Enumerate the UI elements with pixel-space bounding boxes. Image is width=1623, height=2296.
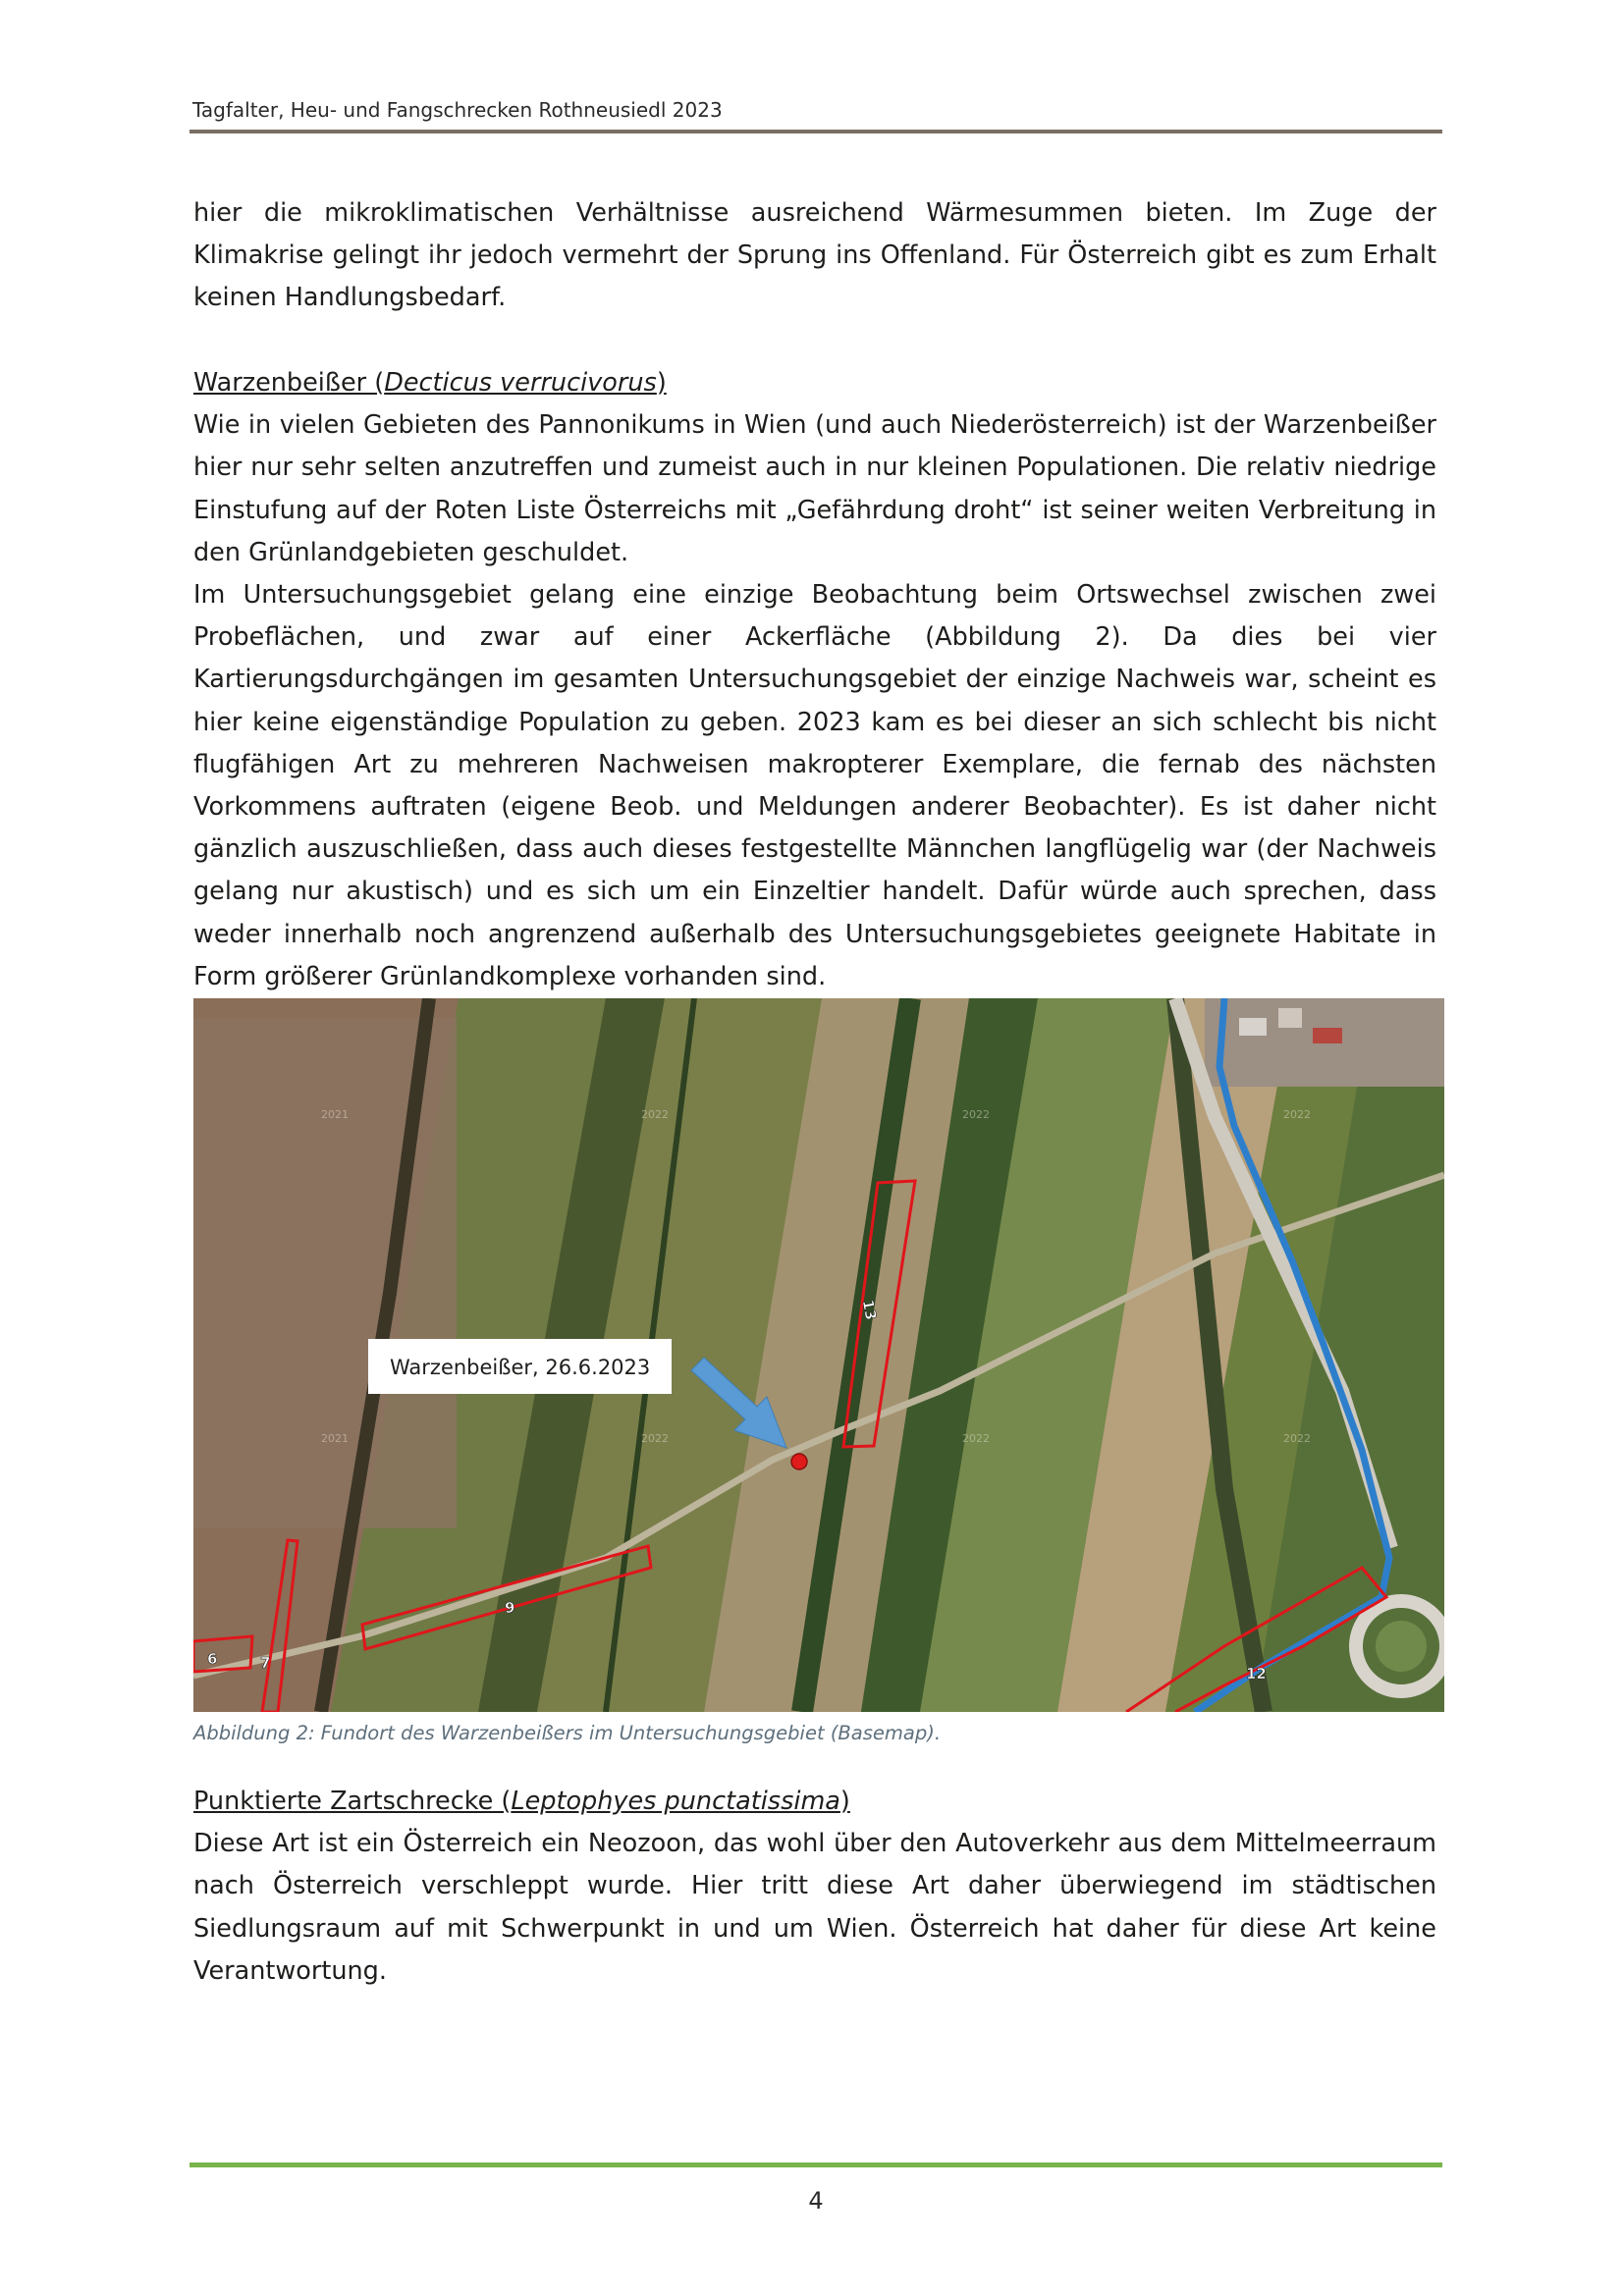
warzenbeisser-section — [193, 362, 1436, 998]
watermark-year: 2021 — [321, 1108, 349, 1121]
warzenbeisser-paragraph-1: Wie in vielen Gebieten des Pannonikums in Wien (und auch Niederösterreich) ist der Warzenbeißer hier nur sehr selten anzutreffen und zumeist auch in nur kleinen Populationen. Die relativ niedrige Einstufung auf der Roten Liste Österreichs mit „Gefährdung droht“ ist seiner weiten Verbreitung in den Grünlandgebieten geschuldet. — [193, 410, 1436, 567]
building — [1278, 1008, 1302, 1028]
zartschrecke-paragraph: Diese Art ist ein Österreich ein Neozoon, das wohl über den Autoverkehr aus dem Mittelmeerraum nach Österreich verschleppt wurde. Hier tritt diese Art daher überwiegend im städtischen Siedlungsraum auf mit Schwerpunkt in und um Wien. Österreich hat daher für diese Art keine Verantwortung. — [193, 1829, 1436, 1986]
plot-label-13: 13 — [858, 1298, 881, 1322]
building — [1239, 1018, 1267, 1036]
building — [1313, 1028, 1342, 1043]
watermark-year: 2022 — [962, 1108, 990, 1121]
callout-label: Warzenbeißer, 26.6.2023 — [390, 1356, 651, 1379]
zartschrecke-section — [193, 1781, 1436, 1993]
intro-paragraph: hier die mikroklimatischen Verhältnisse ausreichend Wärmesummen bieten. Im Zuge der Klimakrise gelingt ihr jedoch vermehrt der Sprung ins Offenland. Für Österreich gibt es zum Erhalt keinen Handlungsbedarf. — [193, 198, 1436, 313]
warzenbeisser-latin: Decticus verrucivorus — [384, 368, 657, 398]
footer-rule — [189, 2163, 1442, 2167]
watermark-year: 2022 — [1283, 1108, 1311, 1121]
plot-label-7: 7 — [260, 1654, 271, 1672]
roundabout-center — [1376, 1621, 1427, 1672]
warzenbeisser-paren: ) — [656, 368, 667, 398]
zartschrecke-name: Punktierte Zartschrecke ( — [193, 1787, 512, 1816]
watermark-year: 2022 — [641, 1108, 669, 1121]
find-location-marker — [791, 1454, 807, 1469]
watermark-year: 2022 — [641, 1432, 669, 1445]
plot-label-12: 12 — [1246, 1665, 1267, 1682]
warzenbeisser-name: Warzenbeißer ( — [193, 368, 385, 398]
aerial-map-figure — [193, 998, 1444, 1712]
zartschrecke-heading — [193, 1781, 1436, 1823]
page-number: 4 — [808, 2187, 824, 2215]
watermark-year: 2022 — [962, 1432, 990, 1445]
zartschrecke-latin: Leptophyes punctatissima — [511, 1787, 840, 1816]
zartschrecke-paren: ) — [839, 1787, 850, 1816]
figure-caption: Abbildung 2: Fundort des Warzenbeißers im Untersuchungsgebiet (Basemap). — [193, 1722, 942, 1744]
watermark-year: 2021 — [321, 1432, 349, 1445]
aerial-map — [193, 998, 1444, 1712]
warzenbeisser-paragraph-2: Im Untersuchungsgebiet gelang eine einzige Beobachtung beim Ortswechsel zwischen zwei Probeflächen, und zwar auf einer Ackerfläche (Abbildung 2). Da dies bei vier Kartierungsdurchgängen im gesamten Untersuchungsgebiet der einzige Nachweis war, scheint es hier keine eigenständige Population zu geben. 2023 kam es bei dieser an sich schlecht bis nicht flugfähigen Art zu mehreren Nachweisen makropterer Exemplare, die fernab des nächsten Vorkommens auftraten (eigene Beob. und Meldungen anderer Beobachter). Es ist daher nicht gänzlich auszuschließen, dass auch dieses festgestellte Männchen langflügelig war (der Nachweis gelang nur akustisch) und es sich um ein Einzeltier handelt. Dafür würde auch sprechen, dass weder innerhalb noch angrenzend außerhalb des Untersuchungsgebietes geeignete Habitate in Form größerer Grünlandkomplexe vorhanden sind. — [193, 580, 1436, 991]
intro-section — [193, 192, 1436, 320]
watermark-year: 2022 — [1283, 1432, 1311, 1445]
warzenbeisser-heading — [193, 362, 1436, 404]
plot-label-6: 6 — [207, 1650, 218, 1668]
running-header: Tagfalter, Heu- und Fangschrecken Rothneusiedl 2023 — [192, 98, 723, 122]
header-rule — [189, 130, 1442, 133]
plot-label-9: 9 — [505, 1599, 515, 1617]
